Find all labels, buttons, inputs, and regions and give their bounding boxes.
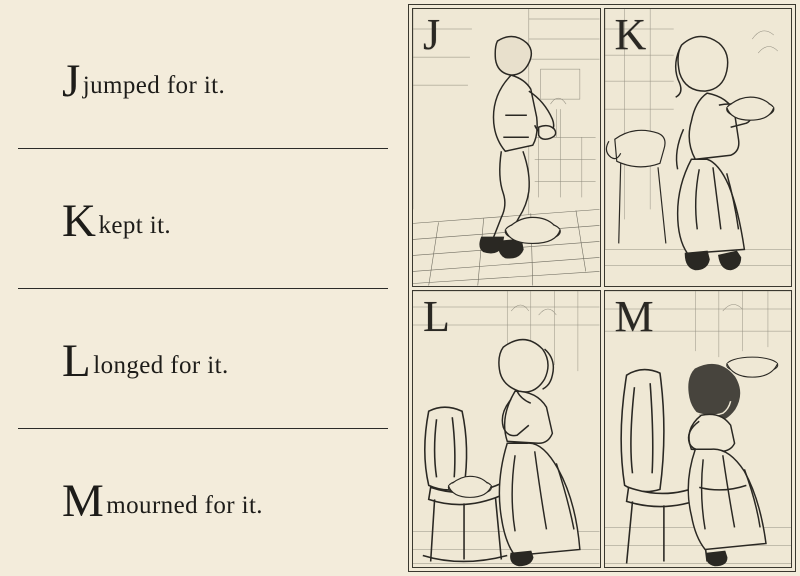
verse-drop-cap: L bbox=[62, 334, 92, 387]
verse-line bbox=[62, 474, 263, 527]
panel-letter-m: M bbox=[614, 291, 654, 341]
verse-line bbox=[62, 334, 229, 387]
engraving-j bbox=[413, 9, 600, 286]
illustration-panel-l bbox=[412, 290, 601, 569]
verse-drop-cap: M bbox=[62, 474, 105, 527]
illustration-panel-m bbox=[604, 290, 793, 569]
verse-text: mourned for it. bbox=[106, 491, 263, 519]
verse-text: jumped for it. bbox=[82, 71, 226, 99]
panel-letter-k: K bbox=[614, 10, 647, 59]
illustration-panel-k bbox=[604, 8, 793, 287]
verse-row bbox=[14, 148, 394, 288]
illustration-panel-j bbox=[412, 8, 601, 287]
illustration-plate bbox=[408, 4, 796, 572]
verse-line bbox=[62, 194, 172, 247]
verse-text: longed for it. bbox=[93, 351, 229, 379]
verse-row bbox=[14, 428, 394, 568]
verse-line bbox=[62, 54, 226, 107]
panel-letter-l: L bbox=[423, 291, 450, 341]
panel-letter-j: J bbox=[423, 10, 441, 59]
verse-drop-cap: K bbox=[62, 194, 97, 247]
verse-row bbox=[14, 288, 394, 428]
verse-row bbox=[14, 8, 394, 148]
verse-drop-cap: J bbox=[62, 54, 81, 107]
verse-text: kept it. bbox=[98, 211, 172, 239]
